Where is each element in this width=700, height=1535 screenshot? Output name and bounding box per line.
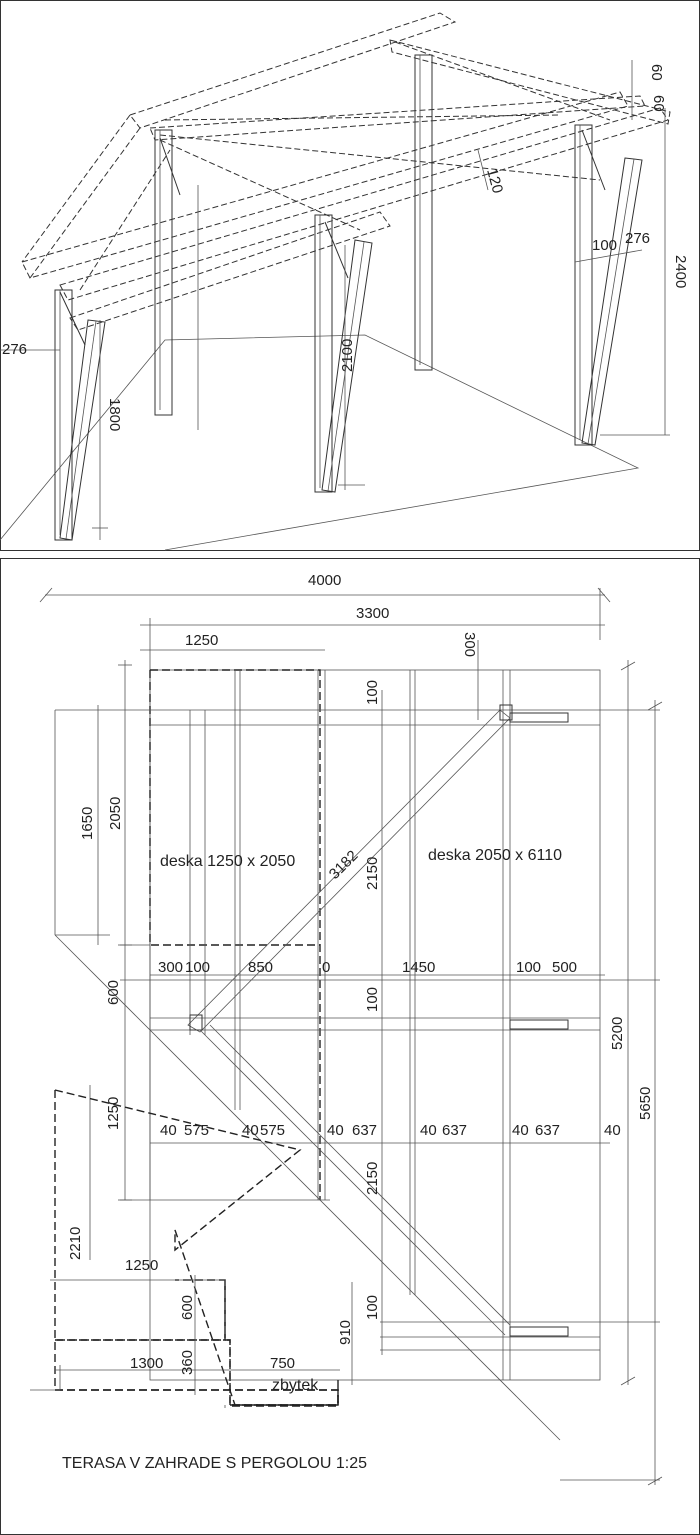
dim-750: 750 — [270, 1355, 296, 1372]
dim-910: 910 — [337, 1319, 354, 1345]
dim-100-c: 100 — [364, 1294, 381, 1320]
label-board-1: deska 1250 x 2050 — [160, 853, 296, 870]
spacing-40-f: 40 — [604, 1122, 621, 1139]
spacing-40-a: 40 — [160, 1122, 177, 1139]
dim-100-axon: 100 — [592, 237, 618, 254]
dim-600-cut: 600 — [179, 1294, 196, 1320]
dim-3182: 3182 — [325, 847, 362, 883]
label-board-2: deska 2050 x 6110 — [428, 847, 563, 864]
spacing-575-a: 575 — [184, 1122, 210, 1139]
axonometric-view — [0, 13, 689, 550]
dim-2150-a: 2150 — [364, 856, 381, 890]
plan-view — [30, 572, 662, 1485]
dim-60-side: 60 — [650, 95, 667, 112]
spacing-40-d: 40 — [420, 1122, 437, 1139]
dim-2400: 2400 — [672, 255, 689, 289]
dim-5650: 5650 — [637, 1086, 654, 1120]
row-dim-0: 0 — [322, 959, 331, 976]
label-remnant: zbytek — [272, 1377, 319, 1394]
dim-1300: 1300 — [130, 1355, 164, 1372]
row-dim-1450: 1450 — [402, 959, 436, 976]
row-dim-100-b: 100 — [516, 959, 542, 976]
dim-1650: 1650 — [79, 806, 96, 840]
row-dim-100: 100 — [185, 959, 211, 976]
spacing-637-b: 637 — [442, 1122, 468, 1139]
spacing-637-a: 637 — [352, 1122, 378, 1139]
dim-276-left: 276 — [2, 341, 28, 358]
row-dim-850: 850 — [248, 959, 274, 976]
dim-2100: 2100 — [339, 338, 356, 372]
spacing-40-b: 40 — [242, 1122, 259, 1139]
row-dim-500: 500 — [552, 959, 578, 976]
dim-2150-b: 2150 — [364, 1161, 381, 1195]
posts — [55, 55, 592, 540]
dim-300-top: 300 — [461, 632, 478, 658]
dim-1800: 1800 — [106, 398, 123, 432]
dim-120: 120 — [483, 166, 507, 196]
dim-276-right: 276 — [625, 230, 651, 247]
spacing-40-c: 40 — [327, 1122, 344, 1139]
dim-5200: 5200 — [609, 1016, 626, 1050]
spacing-575-b: 575 — [260, 1122, 286, 1139]
dim-60-top: 60 — [648, 64, 665, 81]
dim-600-left: 600 — [105, 979, 122, 1005]
dim-3300: 3300 — [356, 605, 390, 622]
dim-2050: 2050 — [107, 796, 124, 830]
row-dim-300: 300 — [158, 959, 184, 976]
dim-1250-top: 1250 — [185, 632, 219, 649]
dim-1250-left: 1250 — [105, 1096, 122, 1130]
dim-4000: 4000 — [308, 572, 342, 589]
dim-360: 360 — [179, 1349, 196, 1375]
spacing-40-e: 40 — [512, 1122, 529, 1139]
dim-100-b: 100 — [364, 986, 381, 1012]
dim-100-a: 100 — [364, 679, 381, 705]
dim-1250-cut: 1250 — [125, 1257, 159, 1274]
drawing-title: TERASA V ZAHRADE S PERGOLOU 1:25 — [62, 1455, 367, 1472]
spacing-637-c: 637 — [535, 1122, 561, 1139]
frame-plan — [1, 559, 700, 1535]
dim-2210: 2210 — [67, 1226, 84, 1260]
